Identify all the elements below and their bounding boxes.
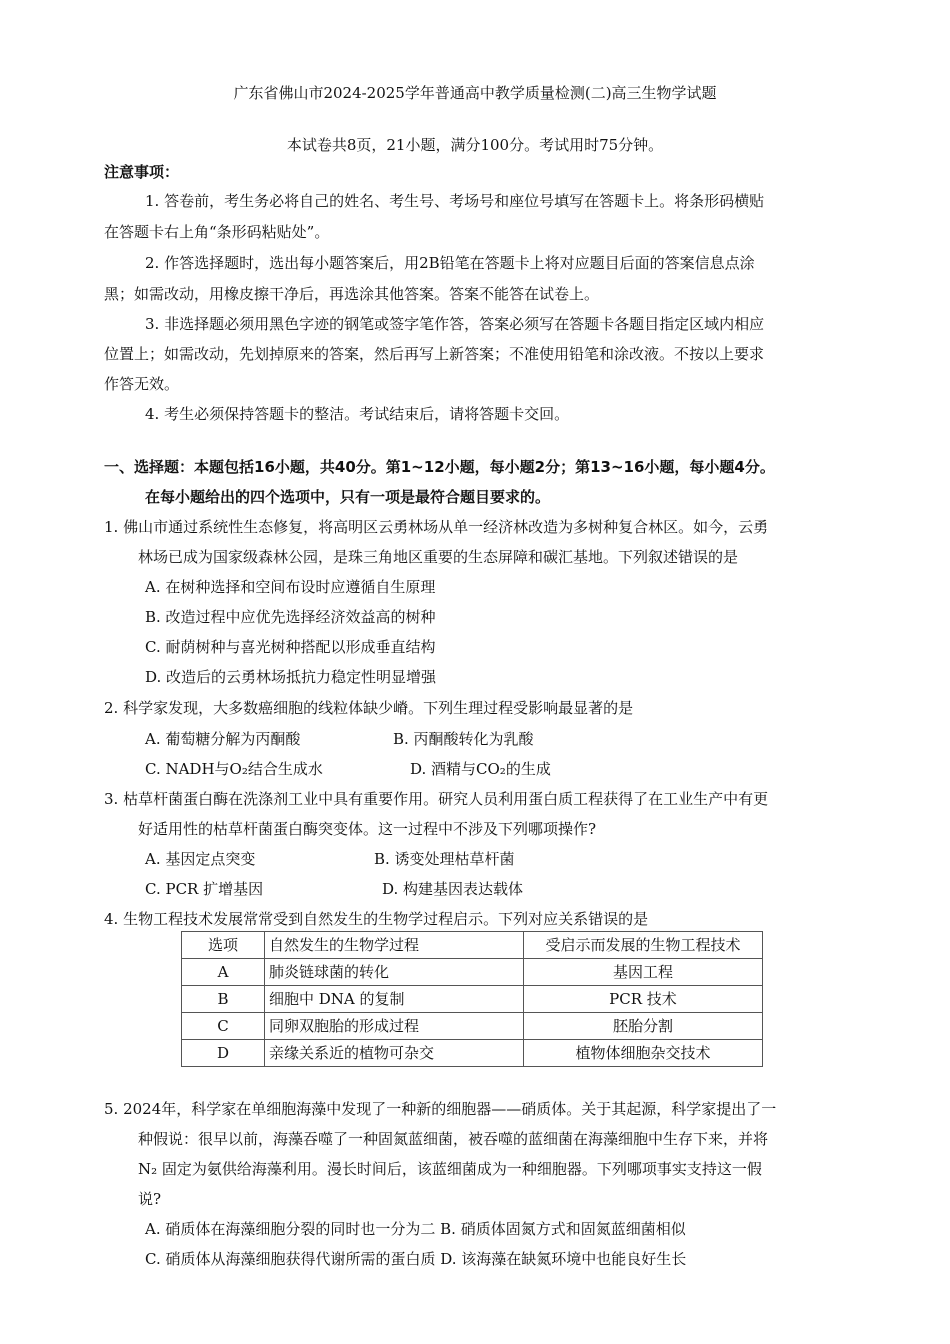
notice-line: 3. 非选择题必须用黑色字迹的钢笔或签字笔作答，答案必须写在答题卡各题目指定区域内相应 xyxy=(145,315,765,333)
q2-option-a: A. 葡萄糖分解为丙酮酸 xyxy=(145,730,301,748)
table-cell: 基因工程 xyxy=(524,959,763,986)
q1-stem: 林场已成为国家级森林公园，是珠三角地区重要的生态屏障和碳汇基地。下列叙述错误的是 xyxy=(138,548,739,566)
q5-options-cd: C. 硝质体从海藻细胞获得代谢所需的蛋白质 D. 该海藻在缺氮环境中也能良好生长 xyxy=(145,1250,687,1268)
q3-stem: 3. 枯草杆菌蛋白酶在洗涤剂工业中具有重要作用。研究人员利用蛋白质工程获得了在工业生产中有更 xyxy=(104,790,769,808)
table-cell: 同卵双胞胎的形成过程 xyxy=(265,1013,524,1040)
table-cell: A xyxy=(182,959,265,986)
table-header-cell: 受启示而发展的生物工程技术 xyxy=(524,932,763,959)
notice-line: 1. 答卷前，考生务必将自己的姓名、考生号、考场号和座位号填写在答题卡上。将条形码横贴 xyxy=(145,192,765,210)
notice-heading: 注意事项： xyxy=(104,163,180,181)
q2-option-b: B. 丙酮酸转化为乳酸 xyxy=(393,730,534,748)
table-cell: 植物体细胞杂交技术 xyxy=(524,1040,763,1067)
table-cell: 亲缘关系近的植物可杂交 xyxy=(265,1040,524,1067)
q5-stem: 种假说：很早以前，海藻吞噬了一种固氮蓝细菌，被吞噬的蓝细菌在海藻细胞中生存下来，并将 xyxy=(138,1130,769,1148)
exam-subtitle: 本试卷共8页，21小题，满分100分。考试用时75分钟。 xyxy=(286,136,664,154)
notice-line: 4. 考生必须保持答题卡的整洁。考试结束后，请将答题卡交回。 xyxy=(145,405,570,423)
q2-option-c: C. NADH与O₂结合生成水 xyxy=(145,760,323,778)
q2-option-d: D. 酒精与CO₂的生成 xyxy=(410,760,551,778)
table-cell: D xyxy=(182,1040,265,1067)
table-cell: B xyxy=(182,986,265,1013)
table-cell: 细胞中 DNA 的复制 xyxy=(265,986,524,1013)
q4-table xyxy=(181,931,763,1067)
notice-line: 黑；如需改动，用橡皮擦干净后，再选涂其他答案。答案不能答在试卷上。 xyxy=(104,285,600,303)
q4-stem: 4. 生物工程技术发展常常受到自然发生的生物学过程启示。下列对应关系错误的是 xyxy=(104,910,649,928)
q1-option-a: A. 在树种选择和空间布设时应遵循自生原理 xyxy=(145,578,436,596)
table-cell: C xyxy=(182,1013,265,1040)
section-heading: 一、选择题：本题包括16小题，共40分。第1~12小题，每小题2分；第13~16小题，每小题4分。 xyxy=(104,458,775,476)
q5-stem: 说? xyxy=(138,1190,162,1208)
table-row xyxy=(182,1040,763,1067)
notice-line: 2. 作答选择题时，选出每小题答案后，用2B铅笔在答题卡上将对应题目后面的答案信息点涂 xyxy=(145,254,755,272)
table-row xyxy=(182,959,763,986)
q5-options-ab: A. 硝质体在海藻细胞分裂的同时也一分为二 B. 硝质体固氮方式和固氮蓝细菌相似 xyxy=(145,1220,686,1238)
table-row xyxy=(182,986,763,1013)
table-cell: 肺炎链球菌的转化 xyxy=(265,959,524,986)
q3-option-c: C. PCR 扩增基因 xyxy=(145,880,264,898)
q3-option-d: D. 构建基因表达载体 xyxy=(382,880,524,898)
q1-option-d: D. 改造后的云勇林场抵抗力稳定性明显增强 xyxy=(145,668,437,686)
table-header-cell: 自然发生的生物学过程 xyxy=(265,932,524,959)
exam-title: 广东省佛山市2024-2025学年普通高中教学质量检测(二)高三生物学试题 xyxy=(233,84,717,102)
table-row xyxy=(182,1013,763,1040)
q5-stem: 5. 2024年，科学家在单细胞海藻中发现了一种新的细胞器——硝质体。关于其起源，科学家提出了一 xyxy=(104,1100,777,1118)
notice-line: 在答题卡右上角“条形码粘贴处”。 xyxy=(104,223,330,241)
q3-option-b: B. 诱变处理枯草杆菌 xyxy=(374,850,515,868)
table-header-cell: 选项 xyxy=(182,932,265,959)
table-cell: 胚胎分割 xyxy=(524,1013,763,1040)
notice-line: 作答无效。 xyxy=(104,375,180,393)
table-cell: PCR 技术 xyxy=(524,986,763,1013)
q3-stem: 好适用性的枯草杆菌蛋白酶突变体。这一过程中不涉及下列哪项操作? xyxy=(138,820,597,838)
table-header-row xyxy=(182,932,763,959)
notice-line: 位置上；如需改动，先划掉原来的答案，然后再写上新答案；不准使用铅笔和涂改液。不按以上要求 xyxy=(104,345,765,363)
q1-stem: 1. 佛山市通过系统性生态修复，将高明区云勇林场从单一经济林改造为多树种复合林区。如今，云勇 xyxy=(104,518,769,536)
q3-option-a: A. 基因定点突变 xyxy=(145,850,256,868)
q1-option-c: C. 耐荫树种与喜光树种搭配以形成垂直结构 xyxy=(145,638,436,656)
q1-option-b: B. 改造过程中应优先选择经济效益高的树种 xyxy=(145,608,436,626)
q2-stem: 2. 科学家发现，大多数癌细胞的线粒体缺少嵴。下列生理过程受影响最显著的是 xyxy=(104,699,634,717)
section-instruction: 在每小题给出的四个选项中，只有一项是最符合题目要求的。 xyxy=(145,488,551,506)
q5-stem: N₂ 固定为氨供给海藻利用。漫长时间后，该蓝细菌成为一种细胞器。下列哪项事实支持这一假 xyxy=(138,1160,762,1178)
